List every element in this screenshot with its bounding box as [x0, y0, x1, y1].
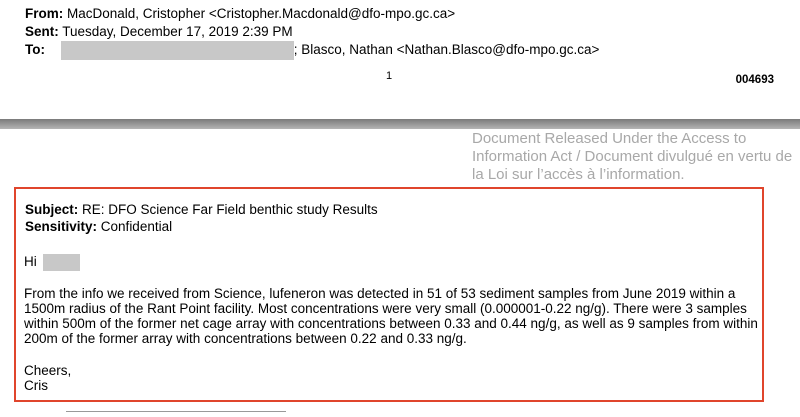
- from-label: From:: [25, 6, 64, 21]
- redaction-block: [61, 41, 294, 60]
- sent-label: Sent:: [25, 24, 59, 39]
- sent-value: Tuesday, December 17, 2019 2:39 PM: [62, 24, 293, 39]
- page-number: 1: [386, 70, 393, 82]
- sensitivity-label: Sensitivity:: [25, 219, 98, 234]
- release-notice: Document Released Under the Access to Information Act / Document divulgué en vertu de la Loi sur l’accès à l’information.: [472, 130, 793, 183]
- subject-value: RE: DFO Science Far Field benthic study Results: [82, 202, 378, 217]
- bottom-rule: [66, 411, 286, 412]
- from-value: MacDonald, Cristopher <Cristopher.Macdonald@dfo-mpo.gc.ca>: [67, 6, 456, 21]
- greeting-line: [24, 253, 80, 271]
- page-divider: [0, 119, 800, 129]
- from-line: [25, 5, 455, 23]
- document-number: 004693: [735, 74, 774, 86]
- subject-line: [25, 201, 378, 219]
- to-label: To:: [25, 42, 45, 58]
- highlighted-message: [14, 187, 764, 402]
- sign-off: Cheers,: [24, 363, 72, 378]
- sensitivity-line: [25, 218, 172, 236]
- signature: Cris: [24, 378, 48, 393]
- sent-line: [25, 23, 293, 41]
- closing: [24, 363, 71, 393]
- sensitivity-value: Confidential: [100, 219, 173, 234]
- subject-label: Subject:: [25, 202, 79, 217]
- to-value: ; Blasco, Nathan <Nathan.Blasco@dfo-mpo.gc.ca>: [293, 42, 600, 58]
- message-body: From the info we received from Science, lufeneron was detected in 51 of 53 sediment samples from June 2019 within a 1500m radius of the Rant Point facility. Most concentrations were very small (0.000001-0.22 ng/g). There were 3 samples within 500m of the former net cage array with concentrations between 0.33 and 0.44 ng/g, as well as 9 samples from within 200m of the former array with concentrations between 0.22 and 0.33 ng/g.: [24, 286, 758, 346]
- to-line: [25, 41, 599, 60]
- redaction-block: [43, 254, 80, 271]
- greeting: Hi: [24, 254, 37, 269]
